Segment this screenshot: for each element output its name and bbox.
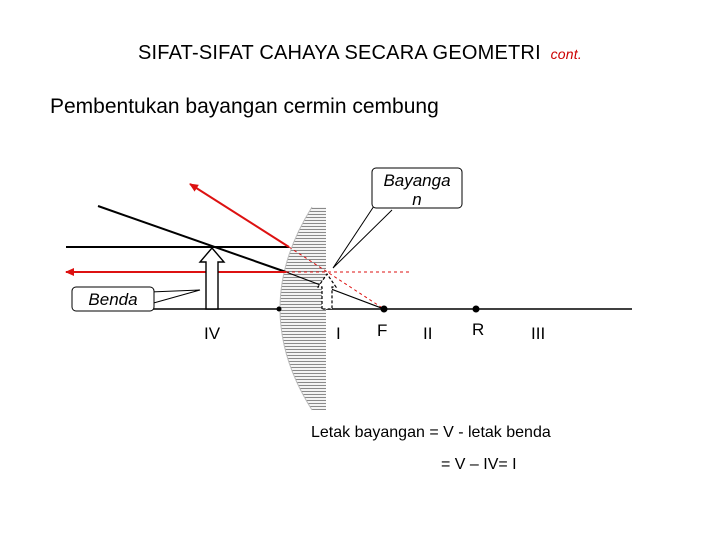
region-iv-label: IV (204, 324, 221, 343)
formula-line-1: Letak bayangan = V - letak benda (311, 424, 551, 441)
region-iii-label: III (531, 324, 546, 343)
focus-label: F (377, 321, 388, 340)
incident-ray-to-focus (98, 206, 286, 272)
object-callout-label: Benda (88, 290, 138, 309)
region-ii-label: II (423, 324, 433, 343)
image-callout-line1: Bayanga (383, 171, 451, 190)
object-callout-pointer (150, 290, 200, 304)
title-suffix: cont. (550, 46, 582, 62)
center-label: R (472, 320, 485, 339)
image-callout-line2: n (412, 190, 422, 209)
mirror-vertex-point (277, 307, 282, 312)
object-arrow (200, 248, 224, 309)
title-main: SIFAT-SIFAT CAHAYA SECARA GEOMETRI (138, 42, 541, 64)
center-point (473, 306, 480, 313)
image-callout-pointer (333, 200, 392, 268)
subtitle: Pembentukan bayangan cermin cembung (50, 95, 439, 118)
focus-point (381, 306, 388, 313)
region-i-label: I (336, 324, 341, 343)
reflected-ray-parallel (190, 184, 289, 247)
formula-line-2: = V – IV= I (441, 456, 517, 473)
convex-mirror (280, 207, 326, 410)
